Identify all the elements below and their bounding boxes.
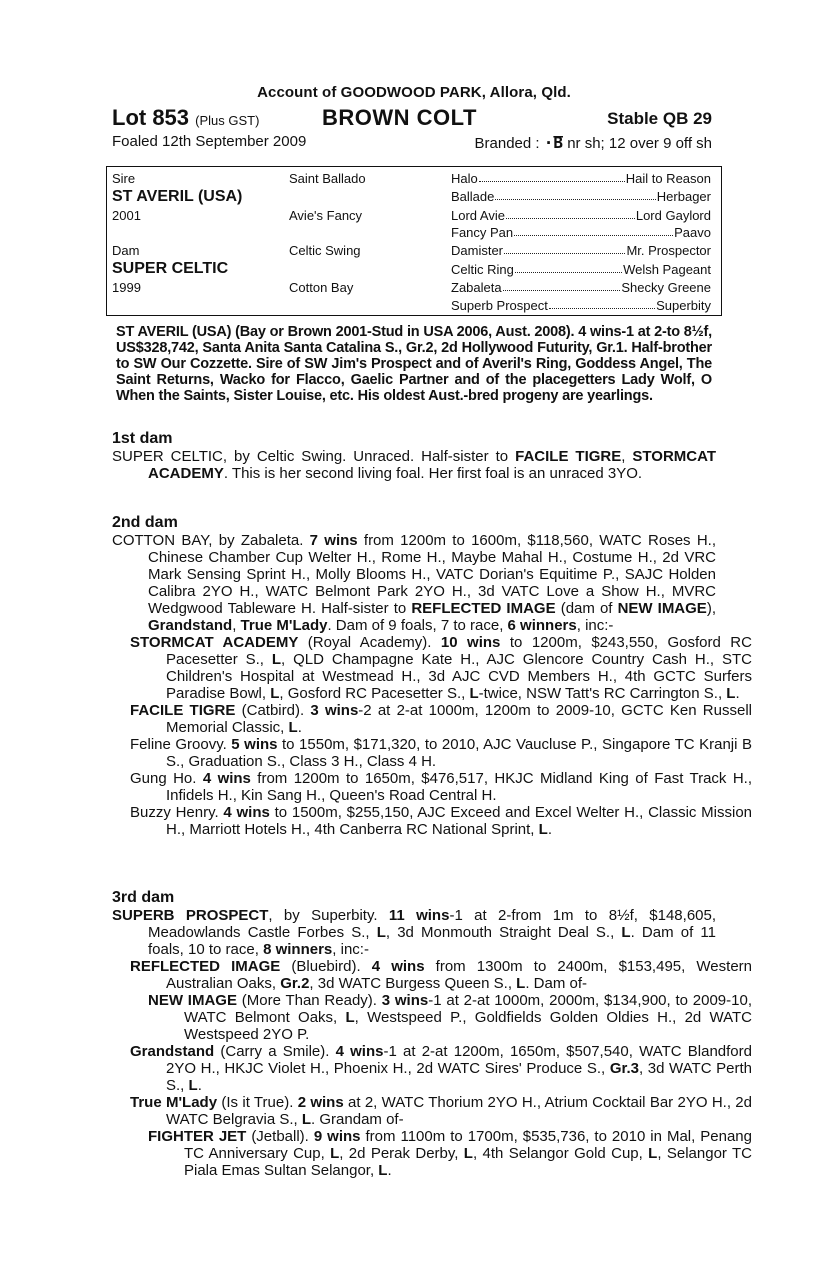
sire-name: ST AVERIL (USA) (112, 188, 243, 205)
text-run: 4 wins (371, 958, 425, 975)
section-heading: 3rd dam (112, 889, 175, 906)
text-run: True M'Lady (130, 1094, 218, 1111)
text-run: (Jetball). (246, 1128, 314, 1145)
text-run: 4 wins (335, 1043, 384, 1060)
text-run: L (330, 1145, 340, 1162)
text-run: 6 winners (507, 617, 577, 634)
text-run: L (301, 1111, 312, 1128)
progeny-entry (130, 770, 752, 804)
text-run: Lord Avie (451, 208, 505, 223)
ancestor-row (451, 225, 711, 240)
text-run: from 1300m to 2400m, $153,495, Western Australian Oaks, (166, 958, 752, 992)
text-run: . Dam of 11 foals, 10 to race, (148, 924, 716, 958)
text-run: L (288, 719, 298, 736)
text-run: . Dam of 9 foals, 7 to race, (327, 617, 508, 634)
text-run: (Bluebird). (280, 958, 372, 975)
progeny-entry (130, 804, 752, 838)
text-run: 2 wins (297, 1094, 344, 1111)
text-run: L (621, 924, 631, 941)
text-run: , inc:- (332, 941, 369, 958)
progeny-entry (130, 634, 752, 702)
stable-number: Stable QB 29 (607, 109, 712, 128)
text-run: Superb Prospect (451, 298, 548, 313)
text-run: 3 wins (310, 702, 359, 719)
ancestor-row (451, 243, 711, 258)
text-run: , inc:- (576, 617, 614, 634)
text-run: Herbager (656, 189, 711, 204)
progeny-entry (130, 736, 752, 770)
progeny-entry (130, 1043, 752, 1094)
sire-label: Sire (112, 171, 136, 186)
text-run: L (378, 1162, 388, 1179)
text-run: to 1200m, $243,550, Gosford RC Pacesetter S., (166, 634, 752, 668)
text-run: SUPERB PROSPECT (112, 907, 269, 924)
text-run: NEW IMAGE (148, 992, 237, 1009)
dam-dam: Cotton Bay (289, 280, 354, 295)
ancestor-row (451, 298, 711, 313)
lot-number (112, 105, 259, 131)
text-run: -2 at 2-at 1000m, 1200m to 2009-10, GCTC Ken Russell Memorial Classic, (166, 702, 752, 736)
dam-label: Dam (112, 243, 140, 258)
text-run: 4 wins (223, 804, 270, 821)
text-run: at 2, WATC Thorium 2YO H., Atrium Cocktail Bar 2YO H., 2d WATC Belgravia S., (166, 1094, 752, 1128)
text-run: NEW IMAGE (617, 600, 707, 617)
sire-sire: Saint Ballado (289, 171, 366, 186)
text-run: , by Superbity. (268, 907, 389, 924)
text-run: (dam of (555, 600, 618, 617)
text-run: Hail to Reason (625, 171, 711, 186)
progeny-entry (130, 958, 752, 992)
text-run: True M'Lady (240, 617, 328, 634)
ancestor-row (451, 189, 711, 204)
third-dam-section (112, 889, 753, 1179)
text-run: -1 at 2-at 1200m, 1650m, $507,540, WATC Blandford 2YO H., HKJC Violet H., Phoenix H., 2d WATC Sires' Produce S., (166, 1043, 752, 1077)
text-run: -1 at 2-at 1000m, 2000m, $134,900, to 2009-10, WATC Belmont Oaks, (184, 992, 752, 1026)
text-run: , Gosford RC Pacesetter S., (279, 685, 470, 702)
first-dam-section (112, 430, 716, 482)
text-run: STORMCAT ACADEMY (130, 634, 299, 651)
text-run: Paavo (674, 225, 711, 240)
branded-description: nr sh; 12 over 9 off sh (567, 135, 712, 152)
text-run: SUPER CELTIC, by Celtic Swing. Unraced. Half-sister to (112, 448, 516, 465)
second-dam-entry (112, 532, 716, 634)
ancestor-row (451, 208, 711, 223)
text-run: 4 wins (202, 770, 251, 787)
text-run: . Grandam of- (311, 1111, 404, 1128)
text-run: . Dam of- (525, 975, 588, 992)
text-run: L (516, 975, 526, 992)
text-run: , Selangor TC Piala Emas Sultan Selangor, (184, 1145, 752, 1179)
text-run: . (297, 719, 302, 736)
progeny-entry (130, 702, 752, 736)
branded-label: Branded : (474, 135, 540, 152)
text-run: STORMCAT ACADEMY (148, 448, 716, 482)
text-run: Superbity (656, 298, 711, 313)
pedigree-table (106, 166, 722, 316)
sire-dam: Avie's Fancy (289, 208, 363, 223)
text-run: Gr.3 (609, 1060, 639, 1077)
text-run: , (232, 617, 241, 634)
gst-note: (Plus GST) (195, 113, 260, 128)
text-run: 5 wins (231, 736, 278, 753)
text-run: to 1500m, $255,150, AJC Exceed and Excel Welter H., Classic Mission H., Marriott Hotels H., 4th Canberra RC National Sprint, (166, 804, 753, 838)
text-run: L (463, 1145, 473, 1162)
text-run: Grandstand (130, 1043, 215, 1060)
text-run: L (726, 685, 736, 702)
text-run: , 3d WATC Perth S., (166, 1060, 753, 1094)
section-heading: 2nd dam (112, 514, 178, 531)
text-run: L (648, 1145, 658, 1162)
text-run: . (547, 821, 552, 838)
text-run: L (188, 1077, 198, 1094)
text-run: from 1100m to 1700m, $535,736, to 2010 in Mal, Penang TC Anniversary Cup, (184, 1128, 752, 1162)
first-dam-entry (112, 448, 716, 482)
text-run: (Carry a Smile). (214, 1043, 336, 1060)
catalogue-page (112, 84, 753, 1179)
foaled-line (112, 133, 716, 155)
sire-summary: ST AVERIL (USA) (Bay or Brown 2001-Stud in USA 2006, Aust. 2008). 4 wins-1 at 2-to 8½f, US$328,742, Santa Anita Santa Catalina S., Gr.2, 2d Hollywood Futurity, Gr.1. Half-brother to SW Our Cozzette. Sire of SW Jim's Prospect and of Averil's Ring, Goddess Angel, The Saint Returns, Wacko for Flacco, Gaelic Partner and of the placegetters Lady Wolf, O When the Saints, Sister Louise, etc. His oldest Aust.-bred progeny are yearlings. (116, 324, 712, 404)
text-run: L (376, 924, 386, 941)
text-run: 11 wins (388, 907, 450, 924)
text-run: Zabaleta (451, 280, 502, 295)
text-run: -twice, NSW Tatt's RC Carrington S., (478, 685, 727, 702)
sire-year: 2001 (112, 208, 141, 223)
grandprogeny-entry (148, 992, 752, 1043)
text-run: Ballade (451, 189, 495, 204)
ancestor-row (451, 280, 711, 295)
text-run: Welsh Pageant (623, 262, 711, 277)
dam-year: 1999 (112, 280, 141, 295)
text-run: Fancy Pan (451, 225, 514, 240)
text-run: (More Than Ready). (236, 992, 382, 1009)
second-dam-section (112, 514, 753, 838)
text-run: . (387, 1162, 392, 1179)
text-run: 10 wins (440, 634, 501, 651)
ancestor-row (451, 262, 711, 277)
text-run: REFLECTED IMAGE (411, 600, 556, 617)
dam-name: SUPER CELTIC (112, 260, 229, 277)
text-run: -1 at 2-from 1m to 8½f, $148,605, Meadowlands Castle Forbes S., (148, 907, 717, 941)
text-run: Feline Groovy. (130, 736, 232, 753)
text-run: L (538, 821, 548, 838)
lot-label: Lot 853 (112, 105, 190, 130)
text-run: ), (706, 600, 716, 617)
section-heading: 1st dam (112, 430, 173, 447)
text-run: COTTON BAY, by Zabaleta. (112, 532, 310, 549)
text-run: FIGHTER JET (148, 1128, 247, 1145)
text-run: 7 wins (309, 532, 358, 549)
progeny-entry (130, 1094, 752, 1128)
text-run: , Westspeed P., Goldfields Golden Oldies H., 2d WATC Westspeed 2YO P. (184, 1009, 753, 1043)
text-run: FACILE TIGRE (515, 448, 622, 465)
text-run: , 3d WATC Burgess Queen S., (309, 975, 517, 992)
dam-sire: Celtic Swing (289, 243, 361, 258)
text-run: . (735, 685, 740, 702)
grandprogeny-entry (148, 1128, 752, 1179)
text-run: Damister (451, 243, 504, 258)
text-run: Halo (451, 171, 478, 186)
text-run: , (621, 448, 633, 465)
text-run: Celtic Ring (451, 262, 514, 277)
text-run: L (469, 685, 479, 702)
text-run: Lord Gaylord (635, 208, 711, 223)
text-run: , QLD Champagne Kate H., AJC Glencore Country Cash H., STC Children's Hospital at Westmead H., 3d AJC CVD Members H., 4th GCTC Surfers Paradise Bowl, (166, 651, 752, 702)
text-run: 9 wins (313, 1128, 361, 1145)
text-run: Buzzy Henry. (130, 804, 224, 821)
lot-line (112, 105, 716, 131)
text-run: from 1200m to 1650m, $476,517, HKJC Midland King of Fast Track H., Infidels H., Kin Sang H., Queen's Road Central H. (166, 770, 752, 804)
text-run: Gung Ho. (130, 770, 203, 787)
text-run: Mr. Prospector (626, 243, 711, 258)
text-run: , 4th Selangor Gold Cup, (472, 1145, 649, 1162)
text-run: Grandstand (148, 617, 233, 634)
text-run: L (345, 1009, 355, 1026)
branded-info (475, 133, 712, 152)
text-run: 3 wins (381, 992, 429, 1009)
text-run: (Catbird). (235, 702, 311, 719)
text-run: (Royal Academy). (298, 634, 441, 651)
third-dam-entry (112, 907, 716, 958)
text-run: , 2d Perak Derby, (339, 1145, 464, 1162)
ancestor-row (451, 171, 711, 186)
text-run: . This is her second living foal. Her first foal is an unraced 3YO. (223, 465, 643, 482)
text-run: L (271, 651, 282, 668)
text-run: REFLECTED IMAGE (130, 958, 281, 975)
text-run: . (197, 1077, 202, 1094)
text-run: from 1200m to 1600m, $118,560, WATC Roses H., Chinese Chamber Cup Welter H., Rome H., Maybe Mahal H., Costume H., 2d VRC Mark Sensing Sprint H., Molly Blooms H., VATC Dorian's Equitime P., SAJC Holden Calibra 2YO H., WATC Belmont Park 2YO H., 3d VATC Love a Show H., MVRC Wedgwood Tableware H. Half-sister to (148, 532, 716, 617)
text-run: Shecky Greene (621, 280, 711, 295)
horse-description: BROWN COLT (322, 105, 477, 130)
text-run: 8 winners (263, 941, 333, 958)
text-run: FACILE TIGRE (130, 702, 236, 719)
vendor-account: Account of GOODWOOD PARK, Allora, Qld. (257, 84, 571, 101)
text-run: L (270, 685, 280, 702)
foaled-date: Foaled 12th September 2009 (112, 133, 307, 150)
text-run: Gr.2 (280, 975, 310, 992)
text-run: (Is it True). (217, 1094, 298, 1111)
text-run: to 1550m, $171,320, to 2010, AJC Vaucluse P., Singapore TC Kranji B S., Graduation S., Class 3 H., Class 4 H. (166, 736, 752, 770)
text-run: , 3d Monmouth Straight Deal S., (385, 924, 622, 941)
brand-mark-icon: ·̅B (543, 133, 564, 152)
